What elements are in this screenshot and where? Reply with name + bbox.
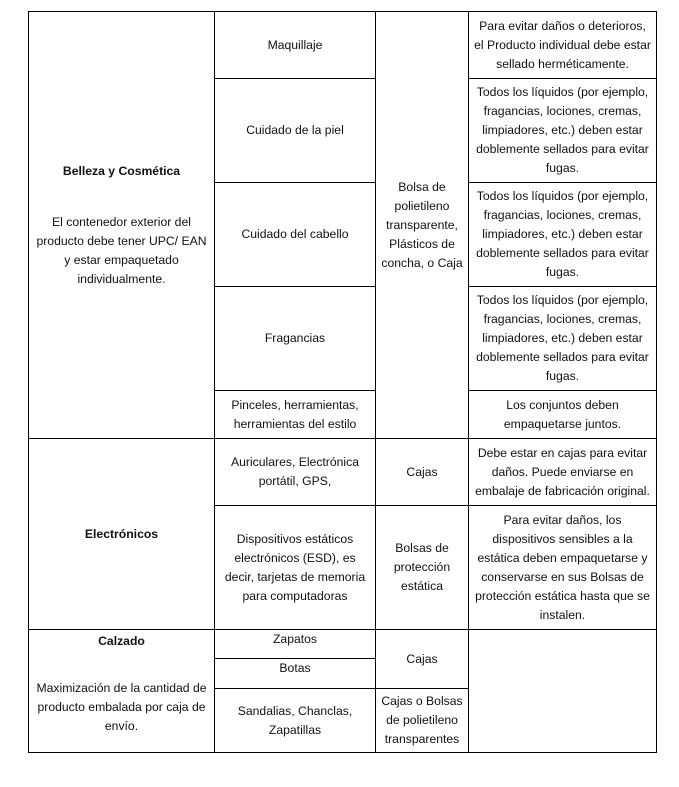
note-cell: Para evitar daños o deterioros, el Producto individual debe estar sellado herméticamente. bbox=[469, 12, 657, 79]
product-cell: Cuidado del cabello bbox=[215, 183, 376, 287]
note-cell: Todos los líquidos (por ejemplo, fragancias, lociones, cremas, limpiadores, etc.) deben estar doblemente sellados para evitar fugas. bbox=[469, 79, 657, 183]
packaging-cell: Cajas bbox=[376, 630, 469, 689]
category-beauty-cell bbox=[29, 12, 215, 439]
product-cell: Dispositivos estáticos electrónicos (ESD), es decir, tarjetas de memoria para computadoras bbox=[215, 506, 376, 630]
category-electronics-cell bbox=[29, 439, 215, 630]
category-description: El contenedor exterior del producto debe tener UPC/ EAN y estar empaquetado individualmente. bbox=[36, 214, 207, 286]
packaging-cell: Bolsa de polietileno transparente, Plásticos de concha, o Caja bbox=[376, 12, 469, 439]
packaging-cell: Bolsas de protección estática bbox=[376, 506, 469, 630]
table-row bbox=[29, 439, 657, 506]
product-cell: Botas bbox=[215, 659, 376, 689]
note-cell: Los conjuntos deben empaquetarse juntos. bbox=[469, 391, 657, 439]
note-cell: Todos los líquidos (por ejemplo, fragancias, lociones, cremas, limpiadores, etc.) deben estar doblemente sellados para evitar fugas. bbox=[469, 183, 657, 287]
category-name: Belleza y Cosmética bbox=[62, 163, 181, 178]
category-footwear-cell bbox=[29, 630, 215, 753]
product-cell: Pinceles, herramientas, herramientas del estilo bbox=[215, 391, 376, 439]
product-cell: Sandalias, Chanclas, Zapatillas bbox=[215, 689, 376, 753]
note-cell: Para evitar daños, los dispositivos sensibles a la estática deben empaquetarse y conservarse en sus Bolsas de protección estática hasta que se instalen. bbox=[469, 506, 657, 630]
category-name: Calzado bbox=[98, 634, 145, 648]
product-cell: Zapatos bbox=[215, 630, 376, 659]
packaging-requirements-table bbox=[28, 11, 657, 753]
product-cell: Maquillaje bbox=[215, 12, 376, 79]
category-description: Maximización de la cantidad de producto embalada por caja de envío. bbox=[36, 681, 207, 733]
product-cell: Auriculares, Electrónica portátil, GPS, bbox=[215, 439, 376, 506]
product-cell: Fragancias bbox=[215, 287, 376, 391]
note-cell: Debe estar en cajas para evitar daños. Puede enviarse en embalaje de fabricación original. bbox=[469, 439, 657, 506]
product-cell: Cuidado de la piel bbox=[215, 79, 376, 183]
table-row bbox=[29, 12, 657, 79]
packaging-cell: Cajas bbox=[376, 439, 469, 506]
table-row bbox=[29, 630, 657, 659]
packaging-cell: Cajas o Bolsas de polietileno transparentes bbox=[376, 689, 469, 753]
note-cell: Todos los líquidos (por ejemplo, fragancias, lociones, cremas, limpiadores, etc.) deben estar doblemente sellados para evitar fugas. bbox=[469, 287, 657, 391]
note-cell-empty bbox=[469, 630, 657, 753]
category-name: Electrónicos bbox=[84, 526, 159, 541]
